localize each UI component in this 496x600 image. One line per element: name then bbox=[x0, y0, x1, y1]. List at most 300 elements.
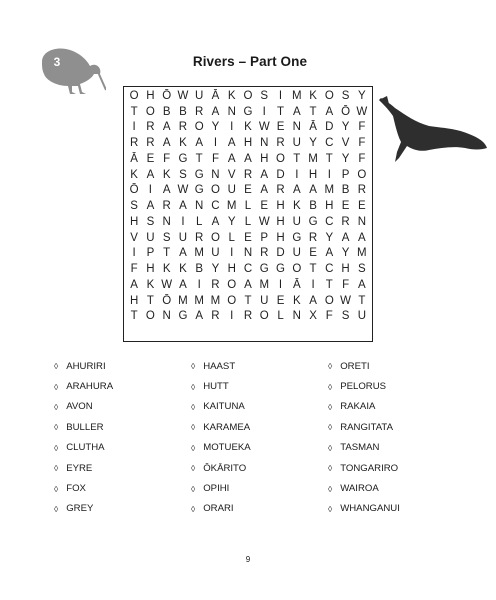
grid-letter: Ō bbox=[129, 184, 139, 197]
grid-letter: U bbox=[357, 310, 366, 323]
grid-letter: H bbox=[276, 215, 285, 228]
grid-letter: N bbox=[227, 105, 236, 118]
grid-letter: E bbox=[341, 200, 350, 213]
word-text: RANGITATA bbox=[340, 421, 393, 433]
grid-letter: U bbox=[292, 247, 301, 260]
word-text: HAAST bbox=[203, 360, 236, 372]
grid-letter: S bbox=[179, 168, 187, 181]
word-search-grid bbox=[123, 86, 373, 342]
grid-letter: I bbox=[278, 278, 283, 291]
grid-letter: T bbox=[309, 263, 317, 276]
grid-letter: S bbox=[162, 231, 171, 244]
grid-letter: R bbox=[243, 310, 253, 323]
grid-letter: V bbox=[341, 137, 350, 150]
grid-letter: A bbox=[325, 105, 334, 118]
grid-letter: C bbox=[325, 137, 334, 150]
grid-letter: F bbox=[325, 310, 333, 323]
diamond-bullet-icon: ◊ bbox=[191, 463, 196, 474]
grid-letter: H bbox=[325, 200, 334, 213]
grid-letter bbox=[240, 324, 256, 340]
grid-letter: R bbox=[178, 121, 188, 134]
word-text: PELORUS bbox=[340, 381, 387, 393]
grid-letter: A bbox=[325, 247, 334, 260]
grid-letter: F bbox=[358, 137, 366, 150]
diamond-bullet-icon: ◊ bbox=[54, 422, 59, 433]
diamond-bullet-icon: ◊ bbox=[191, 422, 196, 433]
grid-letter: A bbox=[179, 247, 187, 260]
grid-letter: N bbox=[243, 247, 253, 260]
word-text: BULLER bbox=[66, 421, 104, 433]
grid-letter: F bbox=[342, 278, 350, 291]
word-text: WHANGANUI bbox=[340, 503, 400, 515]
word-text: ORETI bbox=[340, 360, 370, 372]
word-text: KAITUNA bbox=[203, 401, 245, 413]
grid-letter: G bbox=[292, 231, 302, 244]
grid-letter: W bbox=[177, 184, 189, 197]
grid-letter: S bbox=[130, 200, 138, 213]
grid-letter: H bbox=[260, 152, 269, 165]
grid-letter: F bbox=[211, 152, 219, 165]
word-text: AHURIRI bbox=[66, 360, 106, 372]
grid-letter: T bbox=[358, 294, 366, 307]
grid-letter: T bbox=[146, 294, 154, 307]
grid-letter: Y bbox=[211, 263, 220, 276]
grid-letter: N bbox=[162, 215, 171, 228]
grid-letter: A bbox=[292, 105, 301, 118]
grid-letter: E bbox=[260, 200, 269, 213]
grid-letter: M bbox=[178, 294, 188, 307]
grid-letter: A bbox=[211, 215, 220, 228]
grid-letter: Y bbox=[227, 215, 236, 228]
word-list-item bbox=[328, 499, 400, 519]
grid-letter: G bbox=[276, 263, 285, 276]
grid-letter: U bbox=[260, 294, 269, 307]
grid-letter: N bbox=[260, 137, 269, 150]
grid-letter: A bbox=[292, 184, 301, 197]
word-text: OPIHI bbox=[203, 483, 230, 495]
grid-letter: O bbox=[194, 121, 204, 134]
grid-letter: R bbox=[243, 168, 253, 181]
grid-letter: A bbox=[146, 168, 155, 181]
grid-letter: N bbox=[211, 168, 220, 181]
grid-letter: Ō bbox=[162, 294, 172, 307]
grid-letter: U bbox=[195, 89, 204, 102]
grid-letter: R bbox=[162, 200, 171, 213]
grid-letter: R bbox=[129, 137, 139, 150]
word-list-item bbox=[191, 438, 251, 458]
word-text: RAKAIA bbox=[340, 401, 376, 413]
word-list-item bbox=[191, 458, 251, 478]
diamond-bullet-icon: ◊ bbox=[191, 503, 196, 514]
grid-letter: F bbox=[130, 263, 138, 276]
grid-letter: V bbox=[130, 231, 138, 244]
grid-letter: Ā bbox=[292, 278, 301, 291]
grid-letter: K bbox=[146, 278, 155, 291]
grid-letter: N bbox=[292, 121, 301, 134]
grid-letter: H bbox=[276, 200, 285, 213]
grid-letter bbox=[354, 324, 370, 340]
word-text: WAIROA bbox=[340, 483, 379, 495]
grid-letter: R bbox=[195, 231, 204, 244]
grid-letter: T bbox=[244, 294, 252, 307]
grid-letter bbox=[272, 324, 288, 340]
grid-letter: W bbox=[340, 294, 352, 307]
grid-letter: D bbox=[276, 168, 285, 181]
grid-letter: S bbox=[341, 310, 350, 323]
grid-letter: Y bbox=[341, 247, 350, 260]
word-list-item bbox=[191, 499, 251, 519]
grid-letter: M bbox=[194, 247, 204, 260]
grid-letter: N bbox=[195, 200, 204, 213]
grid-letter: K bbox=[309, 89, 317, 102]
grid-letter: Ā bbox=[130, 152, 138, 165]
word-text: MOTUEKA bbox=[203, 442, 251, 454]
grid-letter: A bbox=[211, 105, 220, 118]
grid-letter: O bbox=[145, 310, 155, 323]
diamond-bullet-icon: ◊ bbox=[328, 422, 333, 433]
grid-letter: Ā bbox=[309, 121, 317, 134]
grid-letter: T bbox=[325, 278, 333, 291]
grid-letter: G bbox=[194, 168, 204, 181]
grid-letter: D bbox=[325, 121, 334, 134]
grid-letter: S bbox=[146, 215, 155, 228]
diamond-bullet-icon: ◊ bbox=[328, 361, 333, 372]
grid-letter: O bbox=[210, 231, 220, 244]
grid-letter: T bbox=[325, 152, 333, 165]
word-list-item bbox=[54, 458, 113, 478]
grid-letter: H bbox=[243, 137, 253, 150]
word-text: KARAMEA bbox=[203, 421, 251, 433]
grid-letter: M bbox=[291, 89, 302, 102]
grid-letter: H bbox=[129, 294, 139, 307]
grid-letter: L bbox=[195, 215, 203, 228]
grid-letter: G bbox=[178, 152, 188, 165]
grid-letter: A bbox=[162, 137, 171, 150]
grid-letter: Ā bbox=[211, 89, 220, 102]
grid-letter: R bbox=[211, 310, 220, 323]
diamond-bullet-icon: ◊ bbox=[191, 401, 196, 412]
grid-letter: A bbox=[260, 168, 269, 181]
grid-letter: I bbox=[132, 247, 136, 260]
grid-letter: X bbox=[309, 310, 317, 323]
grid-letter: H bbox=[276, 231, 285, 244]
grid-letter: I bbox=[148, 184, 152, 197]
grid-letter bbox=[321, 324, 337, 340]
grid-letter: Y bbox=[358, 89, 366, 102]
word-text: CLUTHA bbox=[66, 442, 105, 454]
grid-letter bbox=[175, 324, 191, 340]
grid-letter: N bbox=[292, 310, 301, 323]
word-text: TONGARIRO bbox=[340, 462, 399, 474]
grid-letter: Y bbox=[341, 121, 350, 134]
word-list-item bbox=[191, 397, 251, 417]
grid-letter: R bbox=[211, 278, 220, 291]
grid-letter: A bbox=[162, 184, 171, 197]
word-list-item bbox=[191, 478, 251, 498]
grid-letter: A bbox=[244, 152, 252, 165]
grid-letter: O bbox=[259, 310, 269, 323]
diamond-bullet-icon: ◊ bbox=[54, 503, 59, 514]
grid-letter: Ō bbox=[341, 105, 351, 118]
diamond-bullet-icon: ◊ bbox=[191, 442, 196, 453]
grid-letter: S bbox=[260, 89, 269, 102]
grid-letter: T bbox=[195, 152, 203, 165]
grid-letter: I bbox=[213, 137, 218, 150]
grid-letter bbox=[126, 324, 142, 340]
word-list-item bbox=[54, 499, 113, 519]
grid-letter: U bbox=[211, 247, 220, 260]
grid-letter: R bbox=[146, 121, 155, 134]
diamond-bullet-icon: ◊ bbox=[54, 442, 59, 453]
grid-letter: R bbox=[195, 105, 204, 118]
diamond-bullet-icon: ◊ bbox=[191, 381, 196, 392]
diamond-bullet-icon: ◊ bbox=[191, 483, 196, 494]
diamond-bullet-icon: ◊ bbox=[54, 463, 59, 474]
grid-letter: H bbox=[341, 263, 350, 276]
grid-letter bbox=[159, 324, 175, 340]
diamond-bullet-icon: ◊ bbox=[191, 361, 196, 372]
grid-letter: Y bbox=[325, 231, 334, 244]
grid-letter: U bbox=[292, 137, 301, 150]
grid-letter: N bbox=[162, 310, 171, 323]
grid-letter: G bbox=[243, 105, 253, 118]
grid-letter: D bbox=[276, 247, 285, 260]
grid-letter: R bbox=[357, 184, 366, 197]
grid-letter: I bbox=[278, 89, 283, 102]
diamond-bullet-icon: ◊ bbox=[54, 381, 59, 392]
grid-letter: H bbox=[129, 215, 139, 228]
grid-letter: R bbox=[276, 137, 285, 150]
word-list-column-1 bbox=[54, 356, 113, 519]
grid-letter: M bbox=[357, 247, 367, 260]
grid-letter: W bbox=[258, 215, 270, 228]
grid-letter: Y bbox=[309, 137, 317, 150]
grid-letter bbox=[191, 324, 207, 340]
grid-letter: B bbox=[341, 184, 350, 197]
diamond-bullet-icon: ◊ bbox=[54, 361, 59, 372]
grid-letter: I bbox=[181, 215, 185, 228]
grid-letter: Y bbox=[341, 152, 350, 165]
grid-letter: M bbox=[226, 200, 237, 213]
grid-letter: A bbox=[358, 231, 366, 244]
grid-letter: T bbox=[130, 310, 138, 323]
word-list-item bbox=[328, 397, 400, 417]
word-text: FOX bbox=[66, 483, 86, 495]
word-text: ARAHURA bbox=[66, 381, 114, 393]
word-list-item bbox=[191, 417, 251, 437]
word-list-column-3 bbox=[328, 356, 400, 519]
grid-letter: E bbox=[276, 121, 285, 134]
grid-letter: A bbox=[195, 310, 204, 323]
grid-letter: A bbox=[309, 184, 317, 197]
grid-letter bbox=[289, 324, 305, 340]
grid-letter: K bbox=[162, 168, 171, 181]
diamond-bullet-icon: ◊ bbox=[54, 483, 59, 494]
grid-letter: O bbox=[357, 168, 367, 181]
grid-letter: O bbox=[276, 152, 285, 165]
grid-letter: P bbox=[260, 231, 269, 244]
grid-letter bbox=[305, 324, 321, 340]
grid-letter: I bbox=[230, 121, 234, 134]
grid-letter: H bbox=[146, 89, 155, 102]
grid-letter: T bbox=[163, 247, 171, 260]
grid-letter: K bbox=[292, 294, 301, 307]
grid-letter: S bbox=[358, 263, 366, 276]
grid-letter: E bbox=[244, 231, 252, 244]
grid-letter: G bbox=[194, 184, 204, 197]
word-list-item bbox=[328, 356, 400, 376]
grid-letter: W bbox=[161, 278, 173, 291]
grid-letter: M bbox=[308, 152, 318, 165]
grid-letter: R bbox=[146, 137, 155, 150]
grid-letter: K bbox=[227, 89, 236, 102]
word-list-item bbox=[328, 417, 400, 437]
grid-letter: I bbox=[311, 278, 315, 291]
grid-letter: F bbox=[358, 121, 366, 134]
grid-letter: A bbox=[146, 200, 155, 213]
grid-letter: O bbox=[324, 89, 334, 102]
word-text: ŌKĀRITO bbox=[203, 462, 247, 474]
grid-letter: M bbox=[194, 294, 204, 307]
grid-letter: W bbox=[258, 121, 270, 134]
grid-letter: E bbox=[309, 247, 317, 260]
grid-letter: W bbox=[356, 105, 368, 118]
word-text: AVON bbox=[66, 401, 93, 413]
diamond-bullet-icon: ◊ bbox=[54, 401, 59, 412]
grid-letter: V bbox=[227, 168, 236, 181]
grid-letter: L bbox=[244, 200, 252, 213]
grid-letter: A bbox=[162, 121, 171, 134]
grid-letter: E bbox=[358, 200, 366, 213]
grid-letter: G bbox=[178, 310, 188, 323]
grid-letter: K bbox=[162, 263, 171, 276]
word-text: ORARI bbox=[203, 503, 234, 515]
whale-icon bbox=[377, 90, 489, 164]
word-list-column-2 bbox=[191, 356, 251, 519]
grid-letter: I bbox=[262, 105, 266, 118]
word-list-item bbox=[191, 376, 251, 396]
grid-letter: A bbox=[260, 184, 269, 197]
grid-letter: T bbox=[293, 152, 301, 165]
grid-letter: O bbox=[145, 105, 155, 118]
grid-letter bbox=[142, 324, 158, 340]
word-text: HUTT bbox=[203, 381, 229, 393]
word-list-item bbox=[54, 417, 113, 437]
grid-letter: A bbox=[227, 137, 236, 150]
grid-letter: L bbox=[277, 310, 284, 323]
grid-letter: K bbox=[130, 168, 138, 181]
grid-letter: R bbox=[341, 215, 350, 228]
diamond-bullet-icon: ◊ bbox=[328, 503, 333, 514]
grid-letter: H bbox=[227, 263, 236, 276]
grid-letter: I bbox=[295, 168, 299, 181]
grid-letter: U bbox=[178, 231, 188, 244]
grid-letter: K bbox=[179, 137, 187, 150]
grid-letter: B bbox=[162, 105, 171, 118]
word-list-item bbox=[54, 438, 113, 458]
grid-letter: R bbox=[308, 231, 318, 244]
grid-letter: B bbox=[309, 200, 317, 213]
grid-letter: E bbox=[146, 152, 155, 165]
grid-letter: U bbox=[227, 184, 236, 197]
diamond-bullet-icon: ◊ bbox=[328, 381, 333, 392]
word-list-item bbox=[328, 376, 400, 396]
grid-letter: B bbox=[195, 263, 204, 276]
diamond-bullet-icon: ◊ bbox=[328, 463, 333, 474]
grid-letter: O bbox=[227, 278, 237, 291]
word-list-item bbox=[328, 438, 400, 458]
grid-letter: M bbox=[259, 278, 270, 291]
grid-letter: P bbox=[341, 168, 350, 181]
grid-letter: F bbox=[163, 152, 171, 165]
word-text: EYRE bbox=[66, 462, 93, 474]
grid-letter: O bbox=[292, 263, 302, 276]
grid-letter: C bbox=[325, 215, 334, 228]
word-list-item bbox=[54, 478, 113, 498]
grid-letter: W bbox=[177, 89, 189, 102]
grid-letter: C bbox=[325, 263, 334, 276]
grid-letter: I bbox=[197, 278, 201, 291]
grid-letter: C bbox=[243, 263, 253, 276]
grid-letter: R bbox=[260, 247, 269, 260]
grid-letter: E bbox=[276, 294, 285, 307]
grid-letter: O bbox=[324, 294, 334, 307]
grid-letter: P bbox=[146, 247, 155, 260]
grid-letter: R bbox=[276, 184, 285, 197]
diamond-bullet-icon: ◊ bbox=[328, 483, 333, 494]
grid-letter bbox=[256, 324, 272, 340]
grid-letter: B bbox=[179, 105, 187, 118]
grid-letter bbox=[337, 324, 353, 340]
grid-letter: A bbox=[358, 278, 366, 291]
grid-letter: O bbox=[210, 184, 220, 197]
grid-letter: I bbox=[132, 121, 136, 134]
grid-letter: H bbox=[146, 263, 155, 276]
grid-letter: G bbox=[308, 215, 318, 228]
word-list-item bbox=[328, 478, 400, 498]
word-list-item bbox=[54, 356, 113, 376]
word-text: GREY bbox=[66, 503, 94, 515]
grid-letter: A bbox=[195, 137, 204, 150]
grid-letter: Ō bbox=[162, 89, 172, 102]
grid-letter: Y bbox=[211, 121, 220, 134]
grid-letter: A bbox=[244, 278, 252, 291]
grid-letter: O bbox=[243, 89, 253, 102]
grid-letter: A bbox=[179, 200, 187, 213]
grid-letter: L bbox=[228, 231, 235, 244]
word-text: TASMAN bbox=[340, 442, 380, 454]
page-number: 9 bbox=[245, 555, 251, 564]
word-list-item bbox=[328, 458, 400, 478]
grid-letter: E bbox=[244, 184, 252, 197]
grid-letter: O bbox=[129, 89, 139, 102]
puzzle-number-badge: 3 bbox=[53, 55, 61, 69]
grid-letter: F bbox=[358, 152, 366, 165]
grid-letter: A bbox=[227, 152, 236, 165]
diamond-bullet-icon: ◊ bbox=[328, 442, 333, 453]
grid-letter: K bbox=[179, 263, 187, 276]
grid-letter: T bbox=[130, 105, 138, 118]
grid-letter: I bbox=[230, 310, 234, 323]
grid-letter: I bbox=[327, 168, 331, 181]
grid-letter: G bbox=[259, 263, 269, 276]
word-list-item bbox=[54, 376, 113, 396]
grid-letter: T bbox=[277, 105, 285, 118]
grid-letter: M bbox=[210, 294, 221, 307]
grid-letter: I bbox=[230, 247, 234, 260]
grid-letter: N bbox=[357, 215, 366, 228]
grid-letter: S bbox=[341, 89, 350, 102]
